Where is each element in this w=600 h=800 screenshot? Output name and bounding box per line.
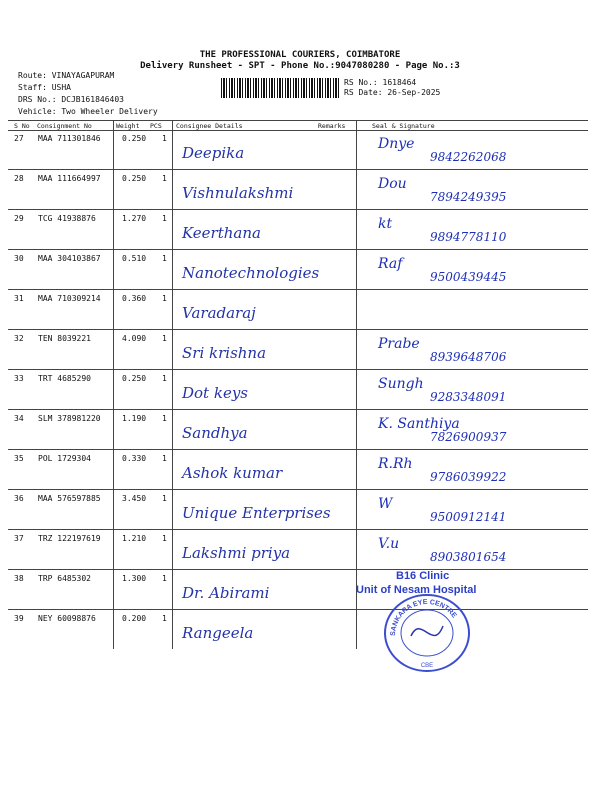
col-divider [113,210,114,249]
row-weight: 0.250 [122,374,147,383]
row-border [8,169,588,170]
row-border [8,569,588,570]
row-consignment-no: TRZ 122197619 [38,534,101,543]
row-sno: 31 [14,294,24,303]
receiver-signature: Raf [378,256,403,272]
table-top-border [8,120,588,121]
vehicle-label: Vehicle: Two Wheeler Delivery [18,107,158,116]
row-weight: 0.360 [122,294,147,303]
receiver-phone: 9894778110 [430,230,507,244]
row-consignment-no: MAA 710309214 [38,294,101,303]
col-divider [356,450,357,489]
col-divider [113,530,114,569]
col-header-remarks: Remarks [318,122,346,130]
col-divider [356,410,357,449]
row-sno: 29 [14,214,24,223]
receiver-signature: kt [378,216,393,232]
receiver-signature: Dnye [378,136,415,152]
row-weight: 1.190 [122,414,147,423]
consignee-name: Lakshmi priya [182,544,291,562]
receiver-phone: 8903801654 [430,550,507,564]
col-divider [172,170,173,209]
col-divider [356,370,357,409]
receiver-phone: 9786039922 [430,470,507,484]
col-divider [113,490,114,529]
clinic-stamp-subtitle: Unit of Nesam Hospital [356,584,477,596]
row-border [8,369,588,370]
col-divider [113,410,114,449]
col-divider [356,290,357,329]
row-consignment-no: MAA 711301846 [38,134,101,143]
drs-number: DRS No.: DCJB161846403 [18,95,124,104]
row-border [8,249,588,250]
col-divider [356,210,357,249]
col-divider [356,170,357,209]
row-weight: 0.250 [122,174,147,183]
row-weight: 1.210 [122,534,147,543]
company-name: THE PROFESSIONAL COURIERS, COIMBATORE [199,50,401,60]
col-divider [356,250,357,289]
row-pcs: 1 [162,414,167,423]
runsheet-header [0,50,600,72]
col-header-consignee: Consignee Details [176,122,243,130]
receiver-signature: Dou [378,176,407,192]
row-border [8,289,588,290]
row-pcs: 1 [162,174,167,183]
col-divider [356,330,357,369]
row-pcs: 1 [162,614,167,623]
row-sno: 39 [14,614,24,623]
col-divider [356,120,357,130]
receiver-phone: 8939648706 [430,350,507,364]
row-sno: 27 [14,134,24,143]
row-sno: 28 [14,174,24,183]
eye-centre-seal [381,592,473,674]
seal-signature-scribble [411,626,443,636]
row-consignment-no: TEN 8039221 [38,334,91,343]
col-divider [172,450,173,489]
col-divider [356,610,357,649]
row-consignment-no: TRP 6485302 [38,574,91,583]
col-divider [172,370,173,409]
row-weight: 0.250 [122,134,147,143]
row-sno: 32 [14,334,24,343]
receiver-signature: W [378,496,393,512]
row-weight: 4.090 [122,334,147,343]
staff-label: Staff: USHA [18,83,71,92]
row-border [8,409,588,410]
row-sno: 37 [14,534,24,543]
row-weight: 0.510 [122,254,147,263]
route-label: Route: VINAYAGAPURAM [18,71,115,80]
row-sno: 30 [14,254,24,263]
col-divider [356,530,357,569]
col-divider [113,570,114,609]
col-divider [172,250,173,289]
consignee-name: Deepika [182,144,245,162]
col-header-weight: Weight [116,122,140,130]
clinic-stamp-title: B16 Clinic [396,570,450,582]
col-divider [113,120,114,130]
col-divider [172,210,173,249]
consignee-name: Rangeela [182,624,254,642]
row-consignment-no: MAA 111664997 [38,174,101,183]
receiver-phone: 9500439445 [430,270,507,284]
row-pcs: 1 [162,534,167,543]
row-consignment-no: TRT 4685290 [38,374,91,383]
col-header-seal: Seal & Signature [372,122,435,130]
col-header-consignment: Consignment No [37,122,92,130]
row-pcs: 1 [162,254,167,263]
col-divider [113,290,114,329]
col-header-sno: S No [14,122,30,130]
barcode [221,78,340,98]
consignee-name: Nanotechnologies [182,264,320,282]
consignee-name: Unique Enterprises [182,504,331,522]
row-consignment-no: NEY 60098876 [38,614,96,623]
row-border [8,449,588,450]
receiver-signature: Sungh [378,376,424,392]
rs-date: RS Date: 26-Sep-2025 [344,88,441,97]
consignee-name: Sandhya [182,424,248,442]
row-sno: 33 [14,374,24,383]
seal-bottom-text: CBE [420,663,434,669]
row-border [8,489,588,490]
col-divider [113,130,114,169]
consignee-name: Dr. Abirami [182,584,270,602]
col-header-pcs: PCS [150,122,162,130]
consignee-name: Keerthana [182,224,261,242]
col-divider [113,370,114,409]
row-pcs: 1 [162,214,167,223]
col-divider [113,170,114,209]
row-sno: 34 [14,414,24,423]
row-consignment-no: TCG 41938876 [38,214,96,223]
row-border [8,209,588,210]
row-weight: 3.450 [122,494,147,503]
row-weight: 1.270 [122,214,147,223]
row-pcs: 1 [162,494,167,503]
consignee-name: Varadaraj [182,304,256,322]
receiver-phone: 9283348091 [430,390,507,404]
col-divider [172,610,173,649]
row-consignment-no: SLM 378981220 [38,414,101,423]
col-divider [172,410,173,449]
row-sno: 35 [14,454,24,463]
row-pcs: 1 [162,134,167,143]
row-sno: 38 [14,574,24,583]
consignee-name: Ashok kumar [182,464,283,482]
seal-top-text: SANKARA EYE CENTRE [389,598,458,637]
row-weight: 0.330 [122,454,147,463]
rs-number: RS No.: 1618464 [344,78,417,87]
row-consignment-no: MAA 576597885 [38,494,101,503]
col-divider [172,330,173,369]
header-bottom-border [8,130,588,131]
row-weight: 1.300 [122,574,147,583]
col-divider [172,530,173,569]
row-border [8,529,588,530]
row-border [8,329,588,330]
runsheet-subtitle: Delivery Runsheet - SPT - Phone No.:9047080280 - Page No.:3 [140,61,460,71]
col-divider [113,450,114,489]
consignee-name: Sri krishna [182,344,267,362]
row-border [8,609,588,610]
row-pcs: 1 [162,374,167,383]
consignee-name: Dot keys [182,384,248,402]
row-consignment-no: MAA 304103867 [38,254,101,263]
col-divider [172,120,173,130]
col-divider [172,290,173,329]
receiver-signature: K. Santhiya [378,416,460,432]
receiver-phone: 9500912141 [430,510,507,524]
col-divider [356,130,357,169]
receiver-signature: Prabe [378,336,420,352]
receiver-phone: 7894249395 [430,190,507,204]
col-divider [113,250,114,289]
row-pcs: 1 [162,294,167,303]
col-divider [172,490,173,529]
col-divider [113,610,114,649]
row-pcs: 1 [162,334,167,343]
col-divider [356,490,357,529]
consignee-name: Vishnulakshmi [182,184,294,202]
col-divider [172,130,173,169]
receiver-phone: 9842262068 [430,150,507,164]
receiver-signature: R.Rh [378,456,413,472]
receiver-signature: V.u [378,536,400,552]
row-pcs: 1 [162,454,167,463]
receiver-phone: 7826900937 [430,430,507,444]
col-divider [113,330,114,369]
row-pcs: 1 [162,574,167,583]
row-sno: 36 [14,494,24,503]
row-consignment-no: POL 1729304 [38,454,91,463]
row-weight: 0.200 [122,614,147,623]
col-divider [172,570,173,609]
